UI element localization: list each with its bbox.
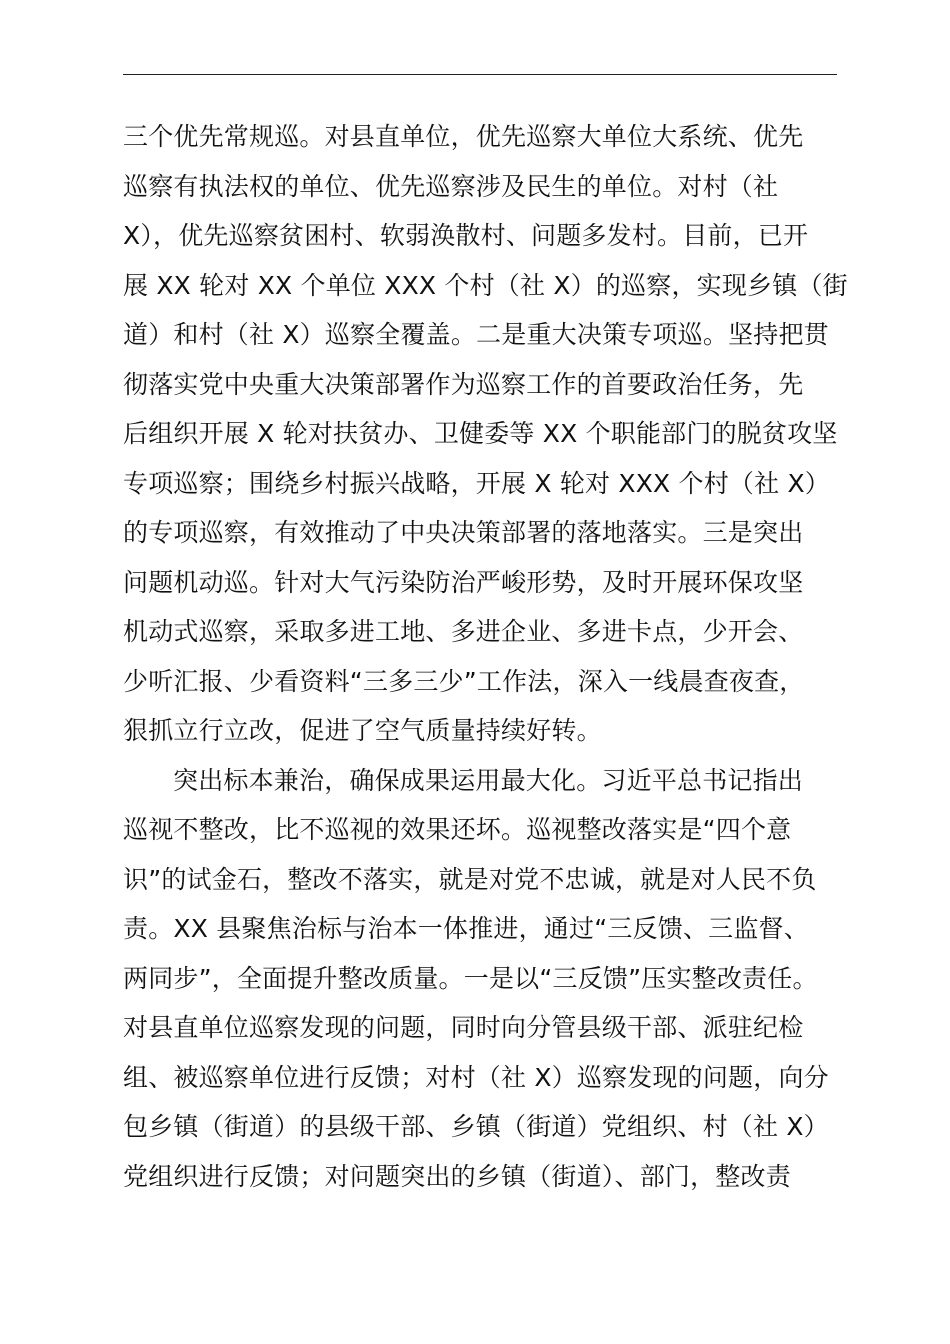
text-line: 党组织进行反馈；对问题突出的乡镇（街道）、部门，整改责 (123, 1161, 791, 1191)
text-line: 组、被巡察单位进行反馈；对村（社 X）巡察发现的问题，向分 (123, 1062, 829, 1092)
header-rule (123, 74, 837, 75)
text-line: 责。XX 县聚焦治标与治本一体推进，通过“三反馈、三监督、 (123, 914, 809, 943)
text-line: 彻落实党中央重大决策部署作为巡察工作的首要政治任务，先 (123, 369, 804, 399)
text-line: 对县直单位巡察发现的问题，同时向分管县级干部、派驻纪检 (123, 1013, 804, 1042)
text-line: 巡察有执法权的单位、优先巡察涉及民生的单位。对村（社 (123, 171, 779, 201)
text-line: 两同步”，全面提升整改质量。一是以“三反馈”压实整改责任。 (123, 963, 818, 993)
text-line: 三个优先常规巡。对县直单位，优先巡察大单位大系统、优先 (123, 122, 804, 151)
body-text (123, 112, 848, 1201)
text-line: X），优先巡察贫困村、软弱涣散村、问题多发村。目前，已开 (123, 221, 809, 250)
text-line: 专项巡察；围绕乡村振兴战略，开展 X 轮对 XXX 个村（社 X） (123, 468, 830, 498)
text-line: 狠抓立行立改，促进了空气质量持续好转。 (123, 716, 602, 745)
text-line: 少听汇报、少看资料“三多三少”工作法，深入一线晨查夜查， (123, 666, 805, 696)
text-line: 问题机动巡。针对大气污染防治严峻形势，及时开展环保攻坚 (123, 567, 804, 597)
paragraph-start-line: 突出标本兼治，确保成果运用最大化。习近平总书记指出 (173, 765, 804, 795)
text-line: 后组织开展 X 轮对扶贫办、卫健委等 XX 个职能部门的脱贫攻坚 (123, 419, 838, 448)
text-line: 识”的试金石，整改不落实，就是对党不忠诚，就是对人民不负 (123, 864, 817, 894)
text-line: 展 XX 轮对 XX 个单位 XXX 个村（社 X）的巡察，实现乡镇（街 (123, 270, 848, 300)
text-line: 道）和村（社 X）巡察全覆盖。二是重大决策专项巡。坚持把贯 (123, 320, 829, 349)
text-line: 巡视不整改，比不巡视的效果还坏。巡视整改落实是“四个意 (123, 815, 792, 844)
text-line: 机动式巡察，采取多进工地、多进企业、多进卡点，少开会、 (123, 617, 804, 646)
text-line: 的专项巡察，有效推动了中央决策部署的落地落实。三是突出 (123, 518, 804, 547)
text-line: 包乡镇（街道）的县级干部、乡镇（街道）党组织、村（社 X） (123, 1112, 829, 1141)
